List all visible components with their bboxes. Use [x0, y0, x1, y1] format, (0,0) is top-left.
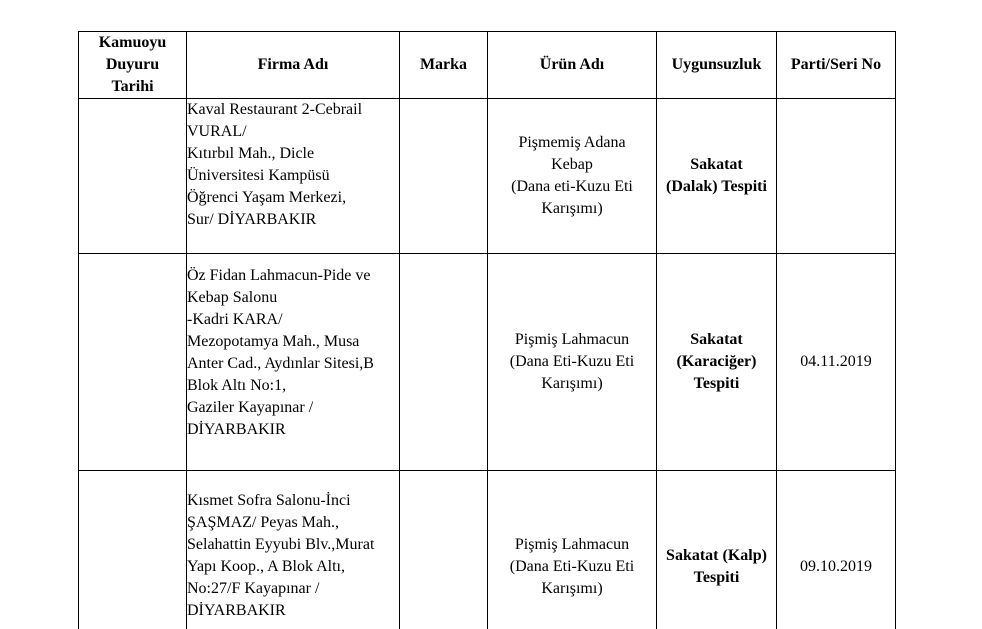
company-cell	[187, 99, 400, 254]
product-line: Kebap	[551, 156, 593, 173]
product-line: (Dana eti-Kuzu Eti	[511, 178, 633, 195]
company-line: Anter Cad., Aydınlar Sitesi,B	[187, 355, 374, 372]
batch-number-cell: 09.10.2019	[777, 471, 896, 629]
company-line: Üniversitesi Kampüsü	[187, 167, 330, 184]
product-line: Pişmiş Lahmacun	[514, 331, 630, 348]
header-product-name: Ürün Adı	[488, 32, 657, 99]
table-row	[79, 99, 896, 254]
table-row	[79, 471, 896, 629]
company-line: VURAL/	[187, 123, 247, 140]
header-brand: Marka	[400, 32, 488, 99]
header-company-name: Firma Adı	[187, 32, 400, 99]
nonconformity-cell	[657, 99, 777, 254]
product-cell	[488, 254, 657, 471]
company-line: Kaval Restaurant 2-Cebrail	[187, 101, 363, 118]
nonconformity-line: Tespiti	[693, 568, 740, 586]
nonconformity-cell	[657, 254, 777, 471]
product-line: (Dana Eti-Kuzu Eti	[509, 557, 635, 575]
table-row	[79, 254, 896, 471]
company-line: Yapı Koop., A Blok Altı,	[187, 558, 345, 575]
batch-number-cell: 04.11.2019	[777, 254, 896, 471]
company-line: Öğrenci Yaşam Merkezi,	[187, 189, 347, 206]
company-line: Öz Fidan Lahmacun-Pide ve	[187, 267, 371, 284]
batch-number-cell	[777, 99, 896, 254]
company-line: Blok Altı No:1,	[187, 377, 287, 394]
company-line: Kebap Salonu	[187, 289, 278, 306]
nonconformity-line: (Karaciğer)	[676, 353, 757, 370]
product-line: (Dana Eti-Kuzu Eti	[509, 353, 635, 370]
product-line: Pişmiş Lahmacun	[514, 535, 630, 553]
product-line: Karışımı)	[541, 200, 603, 217]
announcement-date-cell	[79, 254, 187, 471]
nonconformity-line: Tespiti	[693, 375, 740, 392]
header-date-line-3: Tarihi	[111, 78, 154, 95]
company-cell	[187, 254, 400, 471]
company-line: No:27/F Kayapınar /	[187, 580, 320, 597]
nonconformity-line: Sakatat	[690, 331, 743, 348]
company-cell	[187, 471, 400, 629]
product-line: Pişmemiş Adana	[518, 134, 626, 151]
header-row	[79, 32, 896, 99]
announcement-date-cell	[79, 471, 187, 629]
announcement-date-cell	[79, 99, 187, 254]
nonconformity-line: Sakatat (Kalp)	[666, 546, 767, 564]
nonconformity-line: Sakatat	[690, 156, 743, 173]
brand-cell	[400, 99, 488, 254]
recall-table	[78, 31, 896, 629]
header-date-line-1: Kamuoyu	[98, 34, 167, 51]
header-date-line-2: Duyuru	[105, 56, 160, 73]
product-cell	[488, 471, 657, 629]
company-line: Selahattin Eyyubi Blv.,Murat	[187, 536, 375, 553]
company-line: Sur/ DİYARBAKIR	[187, 211, 317, 228]
product-line: Karışımı)	[541, 579, 603, 597]
product-line: Karışımı)	[541, 375, 603, 392]
header-nonconformity: Uygunsuzluk	[657, 32, 777, 99]
brand-cell	[400, 471, 488, 629]
header-batch-number: Parti/Seri No	[777, 32, 896, 99]
company-line: Kısmet Sofra Salonu-İnci	[187, 492, 351, 509]
product-cell	[488, 99, 657, 254]
brand-cell	[400, 254, 488, 471]
company-line: Kıtırbıl Mah., Dicle	[187, 145, 315, 162]
nonconformity-cell	[657, 471, 777, 629]
nonconformity-line: (Dalak) Tespiti	[666, 178, 767, 195]
company-line: ŞAŞMAZ/ Peyas Mah.,	[187, 514, 340, 531]
company-line: DİYARBAKIR	[187, 602, 286, 619]
company-line: Gaziler Kayapınar /	[187, 399, 314, 416]
company-line: DİYARBAKIR	[187, 421, 286, 438]
company-line: -Kadri KARA/	[187, 311, 283, 328]
company-line: Mezopotamya Mah., Musa	[187, 333, 360, 350]
header-announcement-date	[79, 32, 187, 99]
